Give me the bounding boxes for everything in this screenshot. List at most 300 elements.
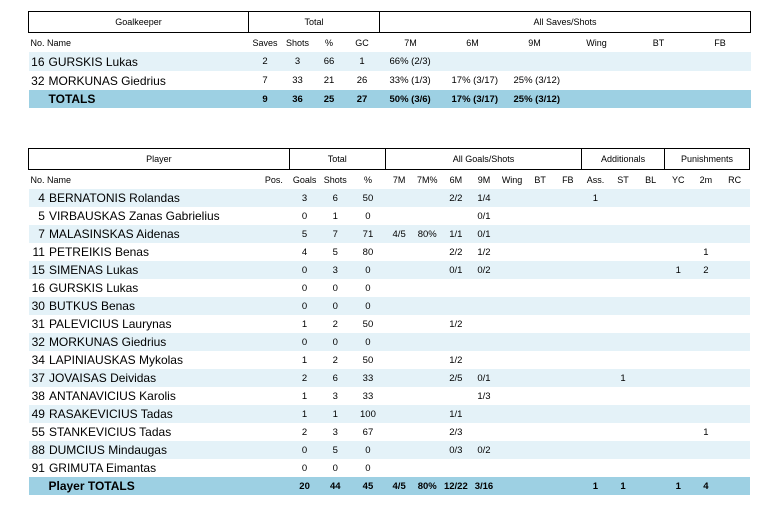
cell-m2	[692, 189, 720, 207]
cell-gc: 1	[345, 52, 380, 71]
cell-pos	[259, 387, 290, 405]
col-9m: 9M	[477, 174, 491, 185]
cell-pos	[259, 261, 290, 279]
cell-m7pct	[413, 207, 442, 225]
cell-yc	[664, 243, 692, 261]
totals-6m: 17% (3/17)	[442, 90, 504, 108]
cell-goals: 1	[289, 405, 320, 423]
cell-shots: 0	[320, 297, 351, 315]
totals-label: Player TOTALS	[29, 477, 259, 495]
player-name: MORKUNAS Giedrius	[48, 73, 166, 88]
cell-m7pct	[413, 333, 442, 351]
cell-yc: 1	[664, 261, 692, 279]
col-2m: 2m	[699, 174, 713, 185]
col-pct: %	[324, 37, 333, 48]
cell-wing	[498, 351, 527, 369]
col-yc: YC	[672, 174, 685, 185]
cell-yc	[664, 279, 692, 297]
player-totals-row	[29, 477, 750, 495]
cell-m6: 2/3	[449, 426, 463, 438]
cell-st	[609, 243, 637, 261]
col-6m: 6M	[466, 37, 479, 48]
cell-rc	[720, 189, 750, 207]
cell-m7: 4/5	[385, 225, 413, 243]
cell-pos	[259, 279, 290, 297]
cell-m6	[442, 387, 471, 405]
col-saves: Saves	[252, 37, 278, 48]
cell-shots: 2	[332, 318, 338, 330]
cell-wing	[498, 441, 527, 459]
cell-goals: 1	[301, 354, 308, 366]
cell-ass	[582, 369, 610, 387]
cell-m9: 0/1	[470, 369, 498, 387]
cell-m9: 1/2	[477, 246, 491, 258]
cell-rc	[720, 351, 750, 369]
cell-fb	[554, 243, 582, 261]
totals-gc: 27	[345, 90, 380, 108]
cell-saves: 2	[249, 52, 282, 71]
cell-wing	[498, 423, 527, 441]
player-number: 16	[29, 52, 49, 71]
cell-pct: 50	[351, 189, 386, 207]
cell-ass	[582, 405, 610, 423]
cell-m7	[385, 279, 413, 297]
cell-m2	[692, 351, 720, 369]
cell-yc	[664, 315, 692, 333]
cell-m7	[385, 207, 413, 225]
cell-yc	[664, 207, 692, 225]
cell-goals: 0	[301, 282, 308, 294]
col-bl: BL	[645, 174, 657, 185]
cell-bt	[526, 207, 554, 225]
cell-pct: 0	[365, 210, 371, 222]
cell-pct: 67	[362, 426, 374, 438]
group-punishments: Punishments	[664, 149, 749, 170]
cell-wing	[498, 261, 527, 279]
cell-m7	[385, 189, 413, 207]
cell-ass	[582, 225, 610, 243]
cell-m9	[504, 52, 566, 71]
cell-pct: 0	[351, 441, 386, 459]
cell-fb	[690, 71, 751, 90]
cell-bl	[637, 207, 665, 225]
cell-m6: 0/3	[442, 441, 471, 459]
col-ass: Ass.	[586, 174, 605, 185]
cell-m2	[692, 405, 720, 423]
cell-m2	[692, 207, 720, 225]
player-name: GURSKIS Lukas	[49, 52, 249, 71]
player-number: 37	[29, 369, 49, 387]
cell-m9	[470, 459, 498, 477]
table-row	[29, 315, 750, 333]
cell-yc	[664, 189, 692, 207]
col-fb: FB	[562, 174, 574, 185]
cell-bl	[637, 225, 665, 243]
player-number: 5	[38, 209, 45, 223]
cell-shots: 7	[320, 225, 351, 243]
goalkeeper-totals-row	[29, 90, 751, 108]
cell-yc	[664, 441, 692, 459]
cell-m6	[442, 52, 504, 71]
cell-ass	[582, 243, 610, 261]
cell-pct: 33	[362, 390, 374, 402]
cell-m7	[385, 315, 413, 333]
cell-shots: 2	[332, 354, 338, 366]
cell-pct: 0	[351, 261, 386, 279]
totals-ass: 1	[582, 477, 610, 495]
col-shots: Shots	[323, 174, 347, 185]
cell-pct: 0	[365, 462, 371, 474]
cell-m7	[385, 387, 413, 405]
totals-2m: 4	[692, 477, 720, 495]
cell-m2: 1	[703, 246, 709, 258]
cell-m7	[385, 369, 413, 387]
cell-m7pct	[413, 423, 442, 441]
cell-shots: 5	[320, 441, 351, 459]
cell-m7	[385, 333, 413, 351]
player-table	[28, 148, 750, 495]
table-row	[29, 459, 750, 477]
player-column-header	[29, 170, 750, 190]
cell-m9: 0/1	[470, 225, 498, 243]
cell-m7	[385, 243, 413, 261]
cell-fb	[554, 423, 582, 441]
cell-m6: 1/1	[442, 225, 471, 243]
cell-wing	[498, 315, 527, 333]
cell-bt	[628, 71, 690, 90]
cell-bl	[637, 351, 665, 369]
col-7m-pct: 7M%	[416, 174, 438, 185]
cell-m7pct	[413, 279, 442, 297]
col-9m: 9M	[528, 37, 541, 48]
cell-wing	[498, 369, 527, 387]
player-number: 7	[29, 225, 49, 243]
cell-pos	[259, 225, 290, 243]
cell-wing	[498, 225, 527, 243]
cell-rc	[720, 333, 750, 351]
cell-yc	[664, 369, 692, 387]
table-row	[29, 333, 750, 351]
totals-wing	[498, 477, 527, 495]
cell-goals: 0	[289, 333, 320, 351]
col-goals: Goals	[292, 174, 317, 185]
cell-goals: 5	[289, 225, 320, 243]
cell-yc	[664, 351, 692, 369]
group-total: Total	[249, 12, 380, 33]
col-rc: RC	[728, 174, 742, 185]
cell-m6	[442, 297, 471, 315]
cell-goals: 2	[301, 426, 308, 438]
totals-pct: 25	[314, 90, 345, 108]
cell-st	[609, 297, 637, 315]
cell-m9	[470, 351, 498, 369]
player-name: RASAKEVICIUS Tadas	[49, 405, 259, 423]
totals-yc: 1	[664, 477, 692, 495]
table-row	[29, 279, 750, 297]
cell-shots: 3	[320, 261, 351, 279]
player-name: JOVAISAS Deividas	[49, 369, 259, 387]
cell-pct: 21	[323, 75, 335, 86]
cell-m7pct	[413, 189, 442, 207]
cell-m7: 33% (1/3)	[389, 75, 431, 86]
player-number: 11	[32, 245, 45, 259]
cell-yc	[664, 387, 692, 405]
player-name: PALEVICIUS Laurynas	[48, 317, 172, 331]
cell-pos	[259, 333, 290, 351]
cell-wing	[498, 459, 527, 477]
player-name: BUTKUS Benas	[49, 297, 259, 315]
cell-m9: 25% (3/12)	[513, 75, 560, 86]
cell-shots: 1	[320, 405, 351, 423]
cell-m9	[470, 297, 498, 315]
totals-bt	[628, 90, 690, 108]
cell-wing	[498, 189, 527, 207]
cell-shots: 3	[332, 426, 338, 438]
cell-bl	[637, 189, 665, 207]
cell-bt	[526, 243, 554, 261]
player-name: STANKEVICIUS Tadas	[48, 425, 172, 439]
player-number: 16	[31, 281, 45, 295]
table-row	[29, 189, 750, 207]
cell-m7pct	[413, 387, 442, 405]
totals-st: 1	[609, 477, 637, 495]
cell-bt	[526, 225, 554, 243]
player-number: 91	[31, 461, 45, 475]
cell-pct: 0	[351, 333, 386, 351]
cell-m6	[442, 279, 471, 297]
cell-yc	[664, 297, 692, 315]
cell-wing	[566, 71, 628, 90]
cell-rc	[720, 279, 750, 297]
cell-rc	[720, 441, 750, 459]
totals-6m: 12/22	[442, 477, 471, 495]
player-number: 38	[31, 389, 45, 403]
cell-m7	[385, 261, 413, 279]
cell-m7pct: 80%	[413, 225, 442, 243]
totals-bt	[526, 477, 554, 495]
cell-m7pct	[413, 261, 442, 279]
cell-m2: 2	[692, 261, 720, 279]
goalkeeper-group-header	[29, 12, 751, 33]
totals-saves: 9	[249, 90, 282, 108]
col-7m: 7M	[392, 174, 406, 185]
cell-fb	[554, 279, 582, 297]
cell-m7pct	[413, 351, 442, 369]
cell-pct: 50	[362, 318, 374, 330]
player-name: LAPINIAUSKAS Mykolas	[48, 353, 183, 367]
group-player: Player	[29, 149, 290, 170]
cell-rc	[720, 459, 750, 477]
cell-m2	[692, 225, 720, 243]
cell-pos	[259, 459, 290, 477]
cell-fb	[690, 52, 751, 71]
cell-bl	[637, 315, 665, 333]
cell-st	[609, 225, 637, 243]
cell-pos	[259, 423, 290, 441]
cell-goals: 0	[289, 297, 320, 315]
cell-m2	[692, 459, 720, 477]
player-name: MALASINSKAS Aidenas	[49, 225, 259, 243]
cell-m6	[442, 459, 471, 477]
cell-pct: 100	[351, 405, 386, 423]
cell-pos	[259, 405, 290, 423]
cell-rc	[720, 387, 750, 405]
cell-rc	[720, 369, 750, 387]
cell-m9	[470, 333, 498, 351]
cell-yc	[664, 405, 692, 423]
col-fb: FB	[714, 37, 726, 48]
cell-m6: 1/1	[442, 405, 471, 423]
totals-rc	[720, 477, 750, 495]
cell-bt	[526, 369, 554, 387]
cell-ass	[582, 297, 610, 315]
cell-m6: 2/2	[442, 189, 471, 207]
cell-pos	[259, 351, 290, 369]
cell-pct: 50	[362, 354, 374, 366]
cell-rc	[720, 207, 750, 225]
cell-ass	[582, 441, 610, 459]
group-additionals: Additionals	[582, 149, 665, 170]
cell-rc	[720, 297, 750, 315]
cell-fb	[554, 333, 582, 351]
cell-bt	[526, 459, 554, 477]
cell-bl	[637, 441, 665, 459]
player-number: 30	[29, 297, 49, 315]
cell-m2	[692, 315, 720, 333]
cell-rc	[720, 405, 750, 423]
group-all-goals-shots: All Goals/Shots	[385, 149, 581, 170]
cell-shots: 0	[332, 462, 338, 474]
table-row	[29, 225, 750, 243]
col-bt: BT	[534, 174, 546, 185]
cell-goals: 3	[289, 189, 320, 207]
cell-m9: 0/2	[470, 261, 498, 279]
player-number: 4	[29, 189, 49, 207]
cell-wing	[498, 207, 527, 225]
cell-pos	[259, 441, 290, 459]
cell-yc	[664, 225, 692, 243]
cell-bl	[637, 423, 665, 441]
cell-fb	[554, 297, 582, 315]
player-group-header	[29, 149, 750, 170]
cell-st	[609, 333, 637, 351]
col-pct: %	[363, 174, 372, 185]
cell-pos	[259, 297, 290, 315]
totals-9m: 3/16	[470, 477, 498, 495]
cell-bl	[637, 369, 665, 387]
cell-goals: 0	[289, 441, 320, 459]
cell-bt	[526, 333, 554, 351]
cell-rc	[720, 261, 750, 279]
cell-pos	[259, 243, 290, 261]
cell-wing	[498, 297, 527, 315]
cell-pct: 33	[351, 369, 386, 387]
totals-pos	[259, 477, 290, 495]
cell-bl	[637, 387, 665, 405]
cell-fb	[554, 441, 582, 459]
cell-goals: 2	[289, 369, 320, 387]
cell-m9: 0/1	[477, 210, 491, 222]
cell-pct: 0	[365, 282, 371, 294]
cell-m7pct	[413, 297, 442, 315]
player-number: 88	[29, 441, 49, 459]
cell-m2	[692, 369, 720, 387]
cell-m2	[692, 333, 720, 351]
col-pos: Pos.	[264, 174, 283, 185]
col-st: ST	[617, 174, 629, 185]
cell-ass	[582, 207, 610, 225]
totals-pct: 45	[351, 477, 386, 495]
cell-bl	[637, 405, 665, 423]
cell-bt	[526, 297, 554, 315]
totals-shots: 36	[282, 90, 314, 108]
cell-rc	[720, 243, 750, 261]
cell-fb	[554, 189, 582, 207]
cell-m7pct	[413, 405, 442, 423]
cell-m7pct	[413, 243, 442, 261]
cell-st	[609, 387, 637, 405]
cell-bt	[628, 52, 690, 71]
cell-st	[609, 351, 637, 369]
cell-fb	[554, 387, 582, 405]
cell-goals: 1	[301, 318, 308, 330]
goalkeeper-table	[28, 11, 750, 108]
table-row	[29, 441, 750, 459]
totals-9m: 25% (3/12)	[504, 90, 566, 108]
cell-ass	[582, 261, 610, 279]
cell-goals: 4	[301, 246, 308, 258]
group-total: Total	[289, 149, 385, 170]
cell-m9: 1/3	[477, 390, 491, 402]
totals-7m-pct: 80%	[413, 477, 442, 495]
cell-goals: 0	[301, 462, 308, 474]
cell-m6: 2/2	[449, 246, 463, 258]
col-wing: Wing	[501, 174, 523, 185]
cell-pos	[259, 315, 290, 333]
cell-rc	[720, 423, 750, 441]
cell-st	[609, 441, 637, 459]
cell-ass	[582, 333, 610, 351]
table-row	[29, 52, 751, 71]
cell-m9: 1/4	[470, 189, 498, 207]
player-name: BERNATONIS Rolandas	[49, 189, 259, 207]
table-row	[29, 351, 750, 369]
cell-pos	[259, 207, 290, 225]
player-name: GRIMUTA Eimantas	[48, 461, 157, 475]
player-number: 55	[31, 425, 45, 439]
cell-m6	[442, 333, 471, 351]
cell-goals: 0	[289, 261, 320, 279]
cell-m7pct	[413, 441, 442, 459]
cell-bl	[637, 243, 665, 261]
player-name: ANTANAVICIUS Karolis	[48, 389, 176, 403]
cell-bl	[637, 459, 665, 477]
cell-fb	[554, 459, 582, 477]
cell-shots: 0	[332, 282, 338, 294]
cell-wing	[498, 333, 527, 351]
cell-bl	[637, 333, 665, 351]
cell-rc	[720, 225, 750, 243]
table-row	[29, 243, 750, 261]
cell-m6: 2/5	[442, 369, 471, 387]
col-gc: GC	[355, 37, 369, 48]
cell-wing	[498, 243, 527, 261]
cell-goals: 0	[301, 210, 308, 222]
cell-ass	[582, 423, 610, 441]
cell-yc	[664, 459, 692, 477]
totals-fb	[690, 90, 751, 108]
player-number: 31	[31, 317, 45, 331]
